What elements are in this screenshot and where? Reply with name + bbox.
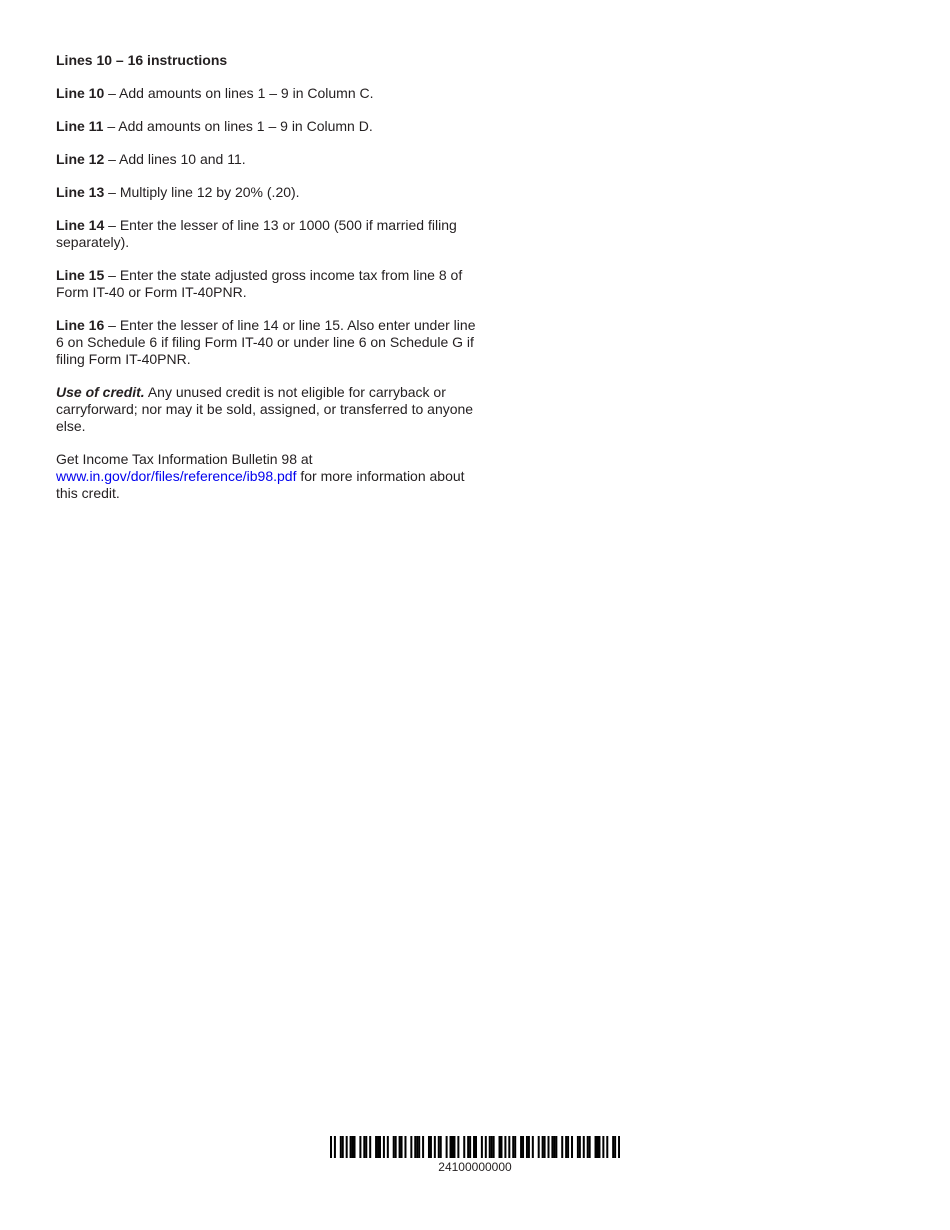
barcode-bar xyxy=(512,1136,514,1158)
line-label: Line 11 xyxy=(56,118,104,134)
line-11-instruction xyxy=(56,118,476,135)
barcode-bar xyxy=(450,1136,452,1158)
barcode-bar xyxy=(451,1136,453,1158)
line-label: Line 16 xyxy=(56,317,105,333)
barcode-bar xyxy=(532,1136,534,1158)
barcode-bar xyxy=(481,1136,483,1158)
barcode-bar xyxy=(457,1136,459,1158)
barcode-bar xyxy=(606,1136,608,1158)
barcode-bar xyxy=(352,1136,354,1158)
barcode-bar xyxy=(504,1136,506,1158)
barcode-bar xyxy=(399,1136,401,1158)
barcode-bar xyxy=(359,1136,361,1158)
line-text: – Enter the state adjusted gross income tax from line 8 of Form IT-40 or Form IT-40PNR. xyxy=(56,267,463,300)
barcode-bar xyxy=(567,1136,569,1158)
use-of-credit-label: Use of credit. xyxy=(56,384,145,400)
barcode-bar xyxy=(485,1136,487,1158)
barcode-bar xyxy=(520,1136,522,1158)
barcode-bar xyxy=(548,1136,550,1158)
barcode-bar xyxy=(387,1136,389,1158)
instructions-column xyxy=(56,52,476,518)
barcode-bar xyxy=(467,1136,469,1158)
barcode-bar xyxy=(538,1136,540,1158)
barcode-bar xyxy=(544,1136,546,1158)
barcode-bar xyxy=(414,1136,416,1158)
barcode-bar xyxy=(555,1136,557,1158)
barcode-bar xyxy=(365,1136,367,1158)
line-15-instruction xyxy=(56,267,476,301)
barcode-bar xyxy=(602,1136,604,1158)
barcode-bar xyxy=(379,1136,381,1158)
barcode-bar xyxy=(596,1136,598,1158)
barcode-bar xyxy=(377,1136,379,1158)
line-label: Line 12 xyxy=(56,151,105,167)
line-text: – Add amounts on lines 1 – 9 in Column D. xyxy=(103,118,373,134)
barcode-bar xyxy=(446,1136,448,1158)
barcode-bar xyxy=(438,1136,440,1158)
barcode-bar xyxy=(553,1136,555,1158)
line-text: – Enter the lesser of line 13 or 1000 (500 if married filing separately). xyxy=(56,217,457,250)
barcode-bar xyxy=(473,1136,475,1158)
barcode-bar xyxy=(393,1136,395,1158)
barcode-bar xyxy=(428,1136,430,1158)
barcode-bar xyxy=(475,1136,477,1158)
barcode-bar xyxy=(453,1136,455,1158)
barcode-bar xyxy=(589,1136,591,1158)
barcode-bar xyxy=(350,1136,352,1158)
barcode-bar xyxy=(508,1136,510,1158)
bulletin-link[interactable]: www.in.gov/dor/files/reference/ib98.pdf xyxy=(56,468,297,484)
line-text: – Add lines 10 and 11. xyxy=(104,151,246,167)
barcode-bar xyxy=(440,1136,442,1158)
line-text: – Enter the lesser of line 14 or line 15. Also enter under line 6 on Schedule 6 if filing Form IT-40 or under line 6 on Schedule G if filing Form IT-40PNR. xyxy=(56,317,476,367)
barcode-bar xyxy=(499,1136,501,1158)
line-16-instruction xyxy=(56,317,476,368)
line-10-instruction xyxy=(56,85,476,102)
line-14-instruction xyxy=(56,217,476,251)
barcode-bar xyxy=(528,1136,530,1158)
barcode-bar xyxy=(434,1136,436,1158)
barcode-bar xyxy=(565,1136,567,1158)
barcode-bar xyxy=(542,1136,544,1158)
bulletin-prefix: Get Income Tax Information Bulletin 98 at xyxy=(56,451,313,467)
barcode-bar xyxy=(579,1136,581,1158)
barcode-bar xyxy=(416,1136,418,1158)
barcode-bar xyxy=(561,1136,563,1158)
barcode-bar xyxy=(395,1136,397,1158)
barcode-bar xyxy=(430,1136,432,1158)
barcode-bar xyxy=(612,1136,614,1158)
barcode-bar xyxy=(334,1136,336,1158)
line-12-instruction xyxy=(56,151,476,168)
barcode-bar xyxy=(618,1136,620,1158)
line-label: Line 15 xyxy=(56,267,105,283)
barcode-bar xyxy=(614,1136,616,1158)
line-label: Line 13 xyxy=(56,184,105,200)
barcode-bar xyxy=(491,1136,493,1158)
barcode-bar xyxy=(354,1136,356,1158)
barcode-bars xyxy=(330,1136,620,1158)
barcode-bar xyxy=(577,1136,579,1158)
section-heading: Lines 10 – 16 instructions xyxy=(56,52,228,68)
barcode-bar xyxy=(489,1136,491,1158)
barcode-number: 24100000000 xyxy=(438,1160,512,1174)
bulletin-suffix: for more information about this credit. xyxy=(56,468,465,501)
barcode-bar xyxy=(375,1136,377,1158)
barcode-bar xyxy=(363,1136,365,1158)
use-of-credit-text: Any unused credit is not eligible for carryback or carryforward; nor may it be sold, assigned, or transferred to anyone else. xyxy=(56,384,474,434)
barcode-bar xyxy=(522,1136,524,1158)
bulletin-paragraph xyxy=(56,451,476,502)
barcode-bar xyxy=(583,1136,585,1158)
line-text: – Add amounts on lines 1 – 9 in Column C. xyxy=(104,85,374,101)
line-label: Line 10 xyxy=(56,85,105,101)
barcode-bar xyxy=(383,1136,385,1158)
barcode-bar xyxy=(330,1136,332,1158)
barcode-bar xyxy=(369,1136,371,1158)
barcode-bar xyxy=(340,1136,342,1158)
barcode-bar xyxy=(410,1136,412,1158)
barcode-bar xyxy=(422,1136,424,1158)
line-label: Line 14 xyxy=(56,217,105,233)
barcode-bar xyxy=(514,1136,516,1158)
barcode-bar xyxy=(526,1136,528,1158)
barcode-bar xyxy=(571,1136,573,1158)
barcode-bar xyxy=(500,1136,502,1158)
barcode-bar xyxy=(595,1136,597,1158)
line-text: – Multiply line 12 by 20% (.20). xyxy=(104,184,300,200)
barcode-bar xyxy=(587,1136,589,1158)
barcode-bar xyxy=(493,1136,495,1158)
barcode-bar xyxy=(551,1136,553,1158)
barcode-bar xyxy=(469,1136,471,1158)
barcode-bar xyxy=(598,1136,600,1158)
barcode-bar xyxy=(401,1136,403,1158)
barcode-bar xyxy=(346,1136,348,1158)
barcode-bar xyxy=(418,1136,420,1158)
barcode-bar xyxy=(463,1136,465,1158)
barcode-bar xyxy=(342,1136,344,1158)
barcode xyxy=(330,1136,620,1174)
use-of-credit-paragraph xyxy=(56,384,476,435)
barcode-bar xyxy=(404,1136,406,1158)
line-13-instruction xyxy=(56,184,476,201)
